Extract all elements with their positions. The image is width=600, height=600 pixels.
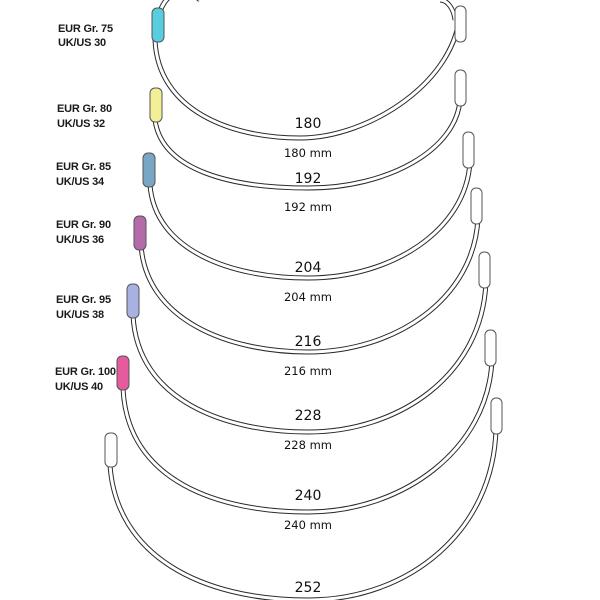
wire-192-tip-end [455,70,466,106]
wire-216 [56,188,482,378]
wire-216-uk-size: UK/US 36 [56,234,104,246]
wire-180-number: 180 [294,116,322,132]
wire-204-tip-colored [143,153,155,187]
wire-216-eur-size: EUR Gr. 90 [56,219,111,231]
wire-192-uk-size: UK/US 32 [57,118,105,130]
wire-228-number: 228 [294,408,322,424]
wire-216-tip-colored [134,216,146,250]
wire-204-tip-end [463,132,474,168]
wire-192 [57,70,466,214]
wire-228-mm: 228 mm [283,438,333,452]
wire-180-uk-size: UK/US 30 [58,37,106,49]
wire-204-eur-size: EUR Gr. 85 [56,161,111,173]
wire-228-tip-end [479,252,490,288]
wire-180-mm: 180 mm [283,146,333,160]
wire-252-tip-start [105,433,117,467]
wire-240-uk-size: UK/US 40 [55,381,103,393]
wire-204-number: 204 [294,260,322,276]
wire-216-number: 216 [294,334,322,350]
wire-192-number: 192 [294,171,322,187]
wire-240-mm: 240 mm [283,518,333,532]
wire-204-mm: 204 mm [283,290,333,304]
wire-252-number: 252 [294,580,322,596]
wire-240-eur-size: EUR Gr. 100 [55,366,116,378]
wire-240-tip-colored [117,356,129,390]
wire-228-uk-size: UK/US 38 [56,309,104,321]
wire-192-tip-colored [150,88,162,122]
wire-180-eur-size: EUR Gr. 75 [58,23,113,35]
wire-180-tip-colored [152,8,164,42]
wire-180-tip-end [455,6,466,42]
wire-240-number: 240 [294,488,322,504]
wire-252-tip-end [491,398,502,434]
wire-204-uk-size: UK/US 34 [56,176,104,188]
wire-192-mm: 192 mm [283,200,333,214]
wire-216-mm: 216 mm [283,364,333,378]
wire-180 [58,0,466,160]
wire-192-eur-size: EUR Gr. 80 [57,103,112,115]
wire-228-tip-colored [127,284,139,318]
wire-204 [56,132,474,304]
wire-216-tip-end [471,188,482,224]
wire-240-tip-end [485,330,496,366]
wire-228-eur-size: EUR Gr. 95 [56,294,111,306]
